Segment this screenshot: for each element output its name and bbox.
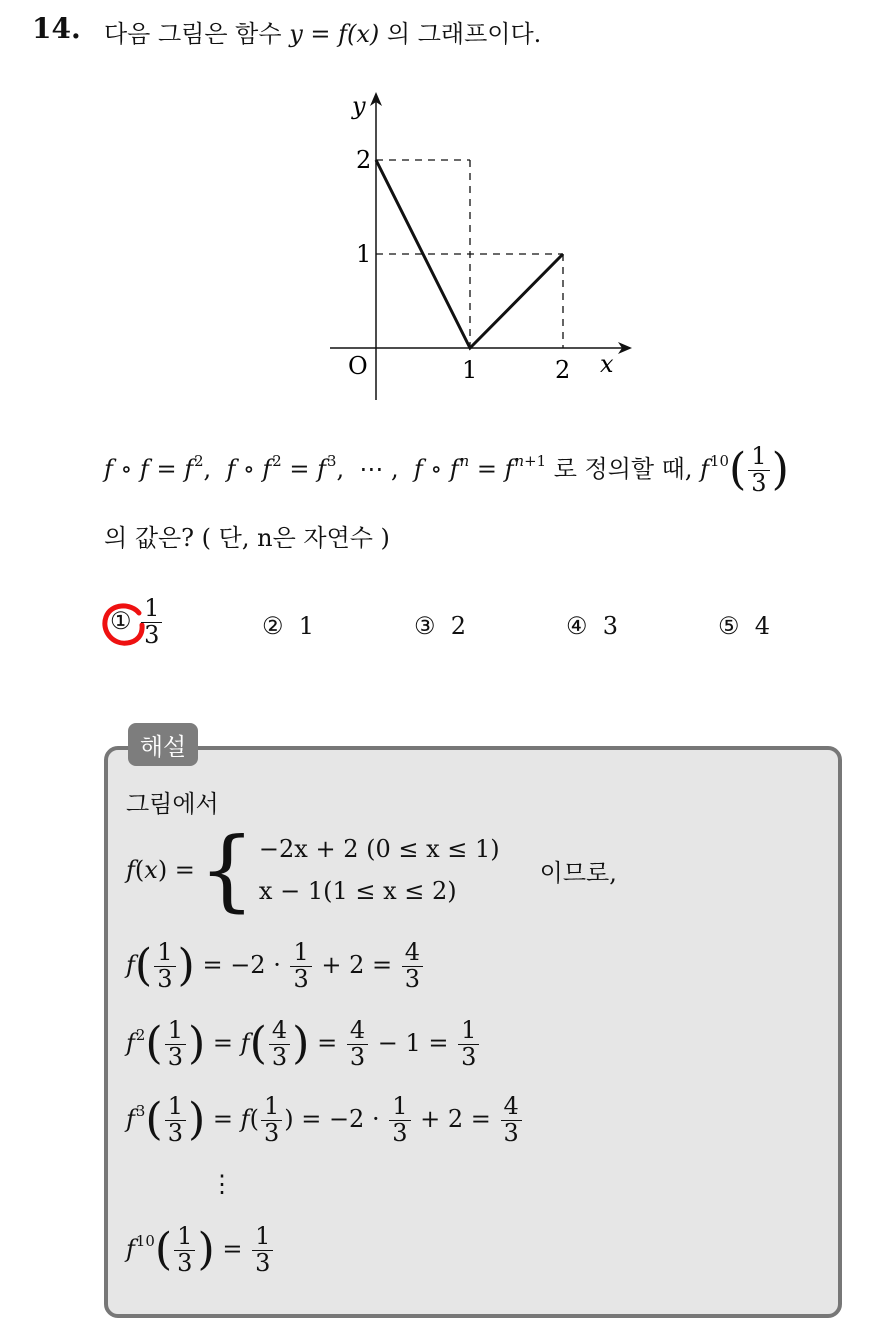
function-graph (320, 88, 640, 408)
question-line: 의 값은? ( 단, n은 자연수 ) (104, 524, 390, 552)
solution-dots: ⋮ (210, 1170, 234, 1198)
solution-piecewise: f(x) = { −2x + 2 (0 ≤ x ≤ 1) x − 1(1 ≤ x ≤ 2) 이므로, (126, 818, 617, 921)
x-tick-2: 2 (555, 356, 571, 384)
problem-number: 14. (32, 12, 81, 45)
solution-tag: 해설 (128, 723, 198, 766)
solution-suffix: 이므로, (539, 858, 617, 887)
y-axis-label: y (352, 92, 366, 120)
choice-2[interactable]: ② 1 (262, 612, 315, 640)
solution-intro: 그림에서 (126, 790, 219, 818)
solution-final: $f^{10}$( $\frac{1}{3}$ ) = $\frac{1}{3}$ (126, 1224, 275, 1277)
x-axis-label: x (600, 350, 614, 378)
solution-step-2: $f^2$( $\frac{1}{3}$ ) = f( $\frac{4}{3}$ ) = $\frac{4}{3}$ − 1 = $\frac{1}{3}$ (126, 1018, 481, 1071)
choice-5[interactable]: ⑤ 4 (718, 612, 771, 640)
choice-4[interactable]: ④ 3 (566, 612, 619, 640)
origin-label: O (348, 352, 368, 380)
choice-3[interactable]: ③ 2 (414, 612, 467, 640)
piece-2: x − 1(1 ≤ x ≤ 2) (258, 877, 457, 905)
solution-step-1: f( $\frac{1}{3}$ ) = −2 · $\frac{1}{3}$ + 2 = $\frac{4}{3}$ (126, 940, 425, 993)
x-tick-1: 1 (462, 356, 478, 384)
problem-statement: 다음 그림은 함수 y = f(x) 의 그래프이다. (104, 20, 542, 48)
choice-1[interactable]: ① $\frac{1}{3}$ (110, 596, 164, 649)
piece-1: −2x + 2 (0 ≤ x ≤ 1) (258, 835, 500, 863)
y-tick-2: 2 (356, 146, 372, 174)
solution-step-3: $f^3$( $\frac{1}{3}$ ) = f( $\frac{1}{3}$ ) = −2 · $\frac{1}{3}$ + 2 = $\frac{4}{3}$ (126, 1094, 524, 1147)
condition-line: f ∘ $f = f^2$, f ∘ $f^2 = f^3$, ⋯ , f ∘ $f^n = f^{n+1}$ 로 정의할 때, $f^{10}$( $\frac{1}{3}$ ) (104, 442, 789, 497)
y-tick-1: 1 (356, 240, 372, 268)
